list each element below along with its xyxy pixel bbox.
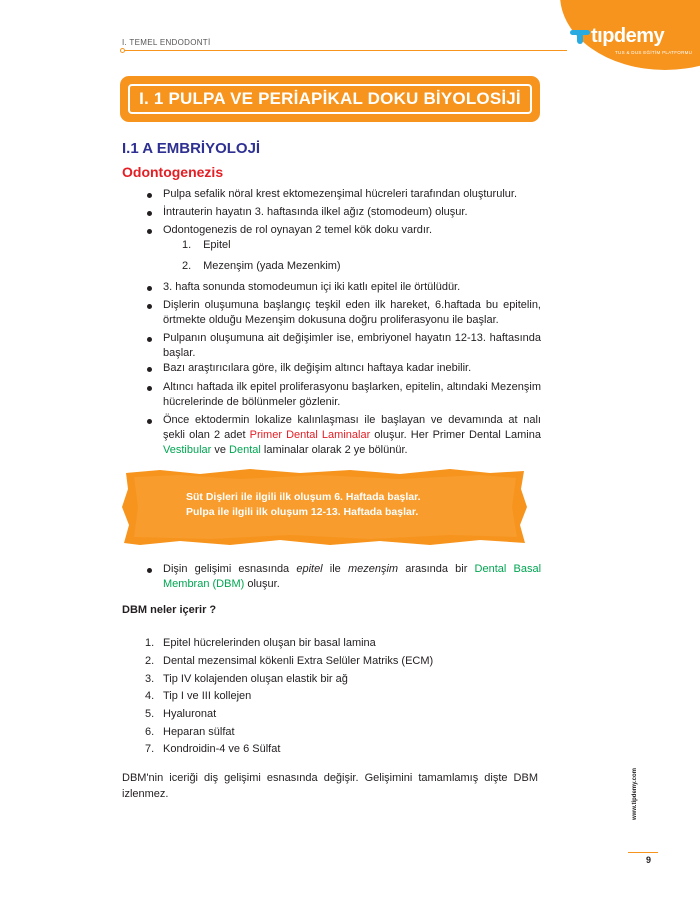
list-text: Kondroidin-4 ve 6 Sülfat xyxy=(163,743,281,755)
dbm-list-item xyxy=(145,742,280,757)
chapter-title-banner xyxy=(120,76,540,122)
logo-tagline: TUS & DUS EĞİTİM PLATFORMU xyxy=(615,50,693,55)
chapter-title-frame xyxy=(128,84,532,114)
page-number: 9 xyxy=(646,855,652,865)
closing-paragraph: DBM'nin iceriği diş gelişimi esnasında değişir. Gelişimini tamamlamış dişte DBM izlenmez. xyxy=(122,772,538,800)
bullet-text: Dişlerin oluşumuna başlangıç teşkil eden ilk hareket, 6.haftada bu epitelin, örtmekte olduğu Mezenşim dokusuna doğru proliferasyonu ile başlar. xyxy=(163,299,541,327)
bullet-text: Pulpanın oluşumuna ait değişimler ise, embriyonel hayatın 12-13. haftasında başlar. xyxy=(163,332,541,360)
bullet-dot xyxy=(147,367,152,372)
header-rule-dot xyxy=(120,48,125,53)
dbm-list-item xyxy=(145,654,433,669)
list-number: 4. xyxy=(145,690,155,702)
bullet-text: Pulpa sefalik nöral krest ektomezenşimal hücreleri tarafından oluşturulur. xyxy=(163,188,518,200)
bullet-text xyxy=(163,413,541,459)
text-run: ve xyxy=(211,444,230,457)
list-text: Dental mezensimal kökenli Extra Selüler Matriks (ECM) xyxy=(163,655,434,667)
logo-t-icon xyxy=(570,30,590,44)
bullet-text: Altıncı haftada ilk epitel proliferasyonu başlarken, epitelin, altındaki Mezenşim hücrelerinde de bölünmeler gözlenir. xyxy=(163,381,541,409)
highlight-term-dbm: Dental Basal Membran (DBM) xyxy=(163,563,542,591)
list-text: Epitel hücrelerinden oluşan bir basal lamina xyxy=(163,637,376,649)
chapter-title: I. 1 PULPA VE PERİAPİKAL DOKU BİYOLOSİJİ xyxy=(139,89,521,108)
dbm-list-item xyxy=(145,707,216,722)
header-rule xyxy=(122,50,567,51)
list-text: Hyaluronat xyxy=(163,708,217,720)
bullet-dot xyxy=(147,193,152,198)
emphasis-mezensim: mezenşim xyxy=(347,563,399,575)
list-number: 3. xyxy=(145,673,155,685)
emphasis-epitel: epitel xyxy=(296,563,323,575)
list-number: 1. xyxy=(145,637,155,649)
callout-line: Süt Dişleri ile ilgili ilk oluşum 6. Haftada başlar. xyxy=(186,491,421,503)
callout-box xyxy=(120,467,530,547)
dbm-list-item xyxy=(145,672,348,687)
bullet-text: 3. hafta sonunda stomodeumun içi iki katlı epitel ile örtülüdür. xyxy=(163,281,461,293)
bullet-dot xyxy=(147,419,152,424)
logo-wordmark: tıpdemy xyxy=(591,25,665,47)
highlight-term-dental: Dental xyxy=(229,444,261,457)
bullet-dot xyxy=(147,229,152,234)
highlight-term-primer-dental-laminalar: Primer Dental Laminalar xyxy=(249,429,371,442)
bullet-text: Bazı araştırıcılara göre, ilk değişim altıncı haftaya kadar inebilir. xyxy=(163,362,472,374)
text-run: oluşur. Her Primer Dental Lamina xyxy=(370,429,541,442)
bullet-dot xyxy=(147,386,152,391)
highlight-term-vestibular: Vestibular xyxy=(163,444,212,457)
list-text: Tip I ve III kollejen xyxy=(163,690,252,702)
tissue-list-item xyxy=(182,238,231,253)
callout-text xyxy=(186,490,421,520)
bullet-dot xyxy=(147,568,152,573)
list-text: Mezenşim (yada Mezenkim) xyxy=(203,260,341,272)
brand-logo xyxy=(560,0,700,72)
list-number: 2. xyxy=(182,260,192,272)
bullet-text: İntrauterin hayatın 3. haftasında ilkel ağız (stomodeum) oluşur. xyxy=(163,206,468,218)
text-run: arasında bir xyxy=(398,563,475,575)
list-text: Tip IV kolajenden oluşan elastik bir ağ xyxy=(163,673,348,685)
side-url: www.tipdemy.com xyxy=(632,767,638,820)
dbm-list-item xyxy=(145,725,235,740)
text-run: oluşur. xyxy=(244,578,280,591)
section-heading: I.1 A EMBRİYOLOJİ xyxy=(122,140,261,157)
subheading: Odontogenezis xyxy=(122,164,224,180)
callout-line: Pulpa ile ilgili ilk oluşum 12-13. Haftada başlar. xyxy=(186,506,419,518)
page-number-rule xyxy=(628,852,658,853)
bullet-dot xyxy=(147,304,152,309)
bullet-text xyxy=(163,562,541,592)
bullet-text: Odontogenezis de rol oynayan 2 temel kök doku vardır. xyxy=(163,224,433,236)
list-number: 5. xyxy=(145,708,155,720)
dbm-question: DBM neler içerir ? xyxy=(122,604,217,616)
list-text: Heparan sülfat xyxy=(163,726,235,738)
text-run: Dişin gelişimi esnasında xyxy=(163,563,297,575)
list-number: 2. xyxy=(145,655,155,667)
text-run: ile xyxy=(322,563,348,575)
dbm-list-item xyxy=(145,636,376,651)
list-number: 6. xyxy=(145,726,155,738)
list-number: 7. xyxy=(145,743,155,755)
text-run: Önce ektodermin lokalize kalınlaşması ile başlayan ve devamında at nalı şekli olan 2 adet xyxy=(163,414,541,442)
list-text: Epitel xyxy=(203,239,231,251)
dbm-list-item xyxy=(145,689,251,704)
bullet-dot xyxy=(147,211,152,216)
running-head: I. TEMEL ENDODONTİ xyxy=(122,38,211,47)
tissue-list-item xyxy=(182,259,341,274)
bullet-dot xyxy=(147,286,152,291)
text-run: laminalar olarak 2 ye bölünür. xyxy=(260,444,408,457)
bullet-dot xyxy=(147,337,152,342)
list-number: 1. xyxy=(182,239,192,251)
